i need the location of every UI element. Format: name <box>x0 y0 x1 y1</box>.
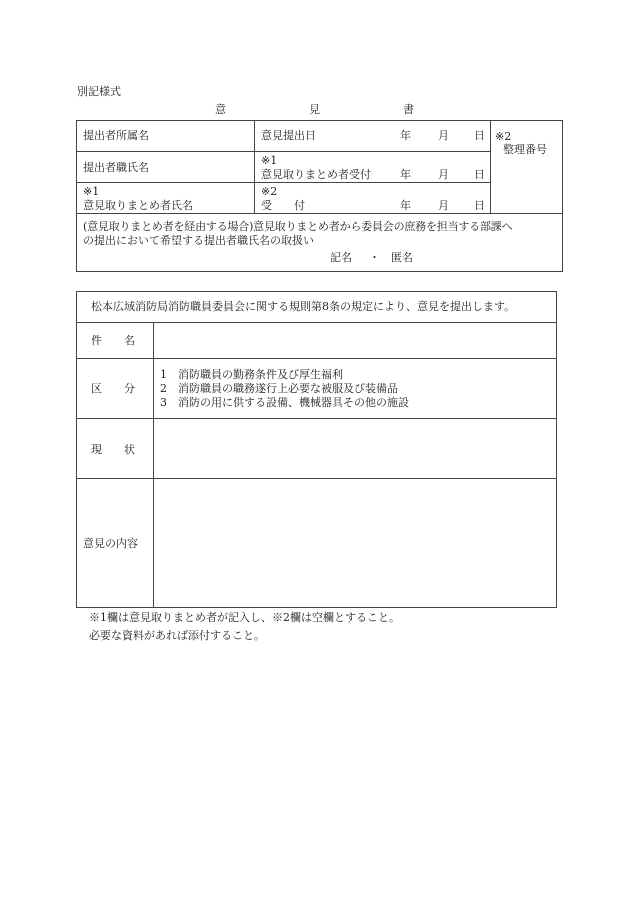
content-label-cell <box>77 479 154 608</box>
form-label: 別記様式 <box>77 85 121 98</box>
acceptance-cell[interactable] <box>255 183 491 214</box>
content-label: 意見の内容 <box>83 537 138 550</box>
category-option-3[interactable]: 3 消防の用に供する設備、機械器具その他の施設 <box>160 396 409 409</box>
name-handling-line-2: の提出において希望する提出者職氏名の取扱い <box>83 234 314 247</box>
option-separator: ・ <box>369 251 380 264</box>
submit-date-cell[interactable] <box>255 121 491 152</box>
title-char-2: 見 <box>309 103 320 116</box>
name-handling-cell <box>77 214 563 272</box>
affiliation-cell[interactable] <box>77 121 255 152</box>
month-label: 月 <box>438 129 449 142</box>
category-label: 区 分 <box>91 382 135 395</box>
footnote-1: ※1欄は意見取りまとめ者が記入し、※2欄は空欄とすること。 <box>89 611 400 624</box>
title-char-3: 書 <box>403 103 414 116</box>
month-label: 月 <box>438 168 449 181</box>
month-label: 月 <box>438 199 449 212</box>
compiler-note: ※1 <box>83 185 100 198</box>
regulation-header-cell <box>77 292 557 323</box>
category-option-1[interactable]: 1 消防職員の勤務条件及び厚生福利 <box>160 368 343 381</box>
status-label-cell <box>77 419 154 479</box>
day-label: 日 <box>474 129 485 142</box>
status-label: 現 状 <box>91 443 135 456</box>
anonymous-option[interactable]: 匿名 <box>391 251 413 264</box>
footnote-2: 必要な資料があれば添付すること。 <box>89 629 265 642</box>
category-options-cell[interactable] <box>154 359 557 419</box>
category-label-cell <box>77 359 154 419</box>
compiler-name-label: 意見取りまとめ者氏名 <box>83 199 193 212</box>
submitter-info-table <box>76 120 563 272</box>
status-input-cell[interactable] <box>154 419 557 479</box>
reference-number-cell[interactable] <box>491 121 563 214</box>
receipt-label: 意見取りまとめ者受付 <box>261 168 371 181</box>
reference-number-label: 整理番号 <box>503 143 547 156</box>
submit-date-label: 意見提出日 <box>261 129 316 142</box>
opinion-table <box>76 291 557 608</box>
receipt-note: ※1 <box>261 154 278 167</box>
subject-label-cell <box>77 323 154 359</box>
submitter-name-label: 提出者職氏名 <box>83 161 149 174</box>
content-input-cell[interactable] <box>154 479 557 608</box>
named-option[interactable]: 記名 <box>330 251 352 264</box>
name-handling-line-1: (意見取りまとめ者を経由する場合)意見取りまとめ者から委員会の庶務を担当する部課へ <box>83 220 513 233</box>
category-option-2[interactable]: 2 消防職員の職務遂行上必要な被服及び装備品 <box>160 382 398 395</box>
acceptance-label: 受 付 <box>261 199 305 212</box>
year-label: 年 <box>400 199 411 212</box>
day-label: 日 <box>474 168 485 181</box>
affiliation-label: 提出者所属名 <box>83 129 149 142</box>
year-label: 年 <box>400 129 411 142</box>
submitter-name-cell[interactable] <box>77 152 255 183</box>
acceptance-note: ※2 <box>261 185 278 198</box>
year-label: 年 <box>400 168 411 181</box>
receipt-cell[interactable] <box>255 152 491 183</box>
subject-label: 件 名 <box>91 334 135 347</box>
compiler-name-cell[interactable] <box>77 183 255 214</box>
regulation-statement: 松本広域消防局消防職員委員会に関する規則第8条の規定により、意見を提出します。 <box>91 300 516 313</box>
subject-input-cell[interactable] <box>154 323 557 359</box>
title-char-1: 意 <box>215 103 226 116</box>
day-label: 日 <box>474 199 485 212</box>
reference-number-note: ※2 <box>495 130 512 143</box>
